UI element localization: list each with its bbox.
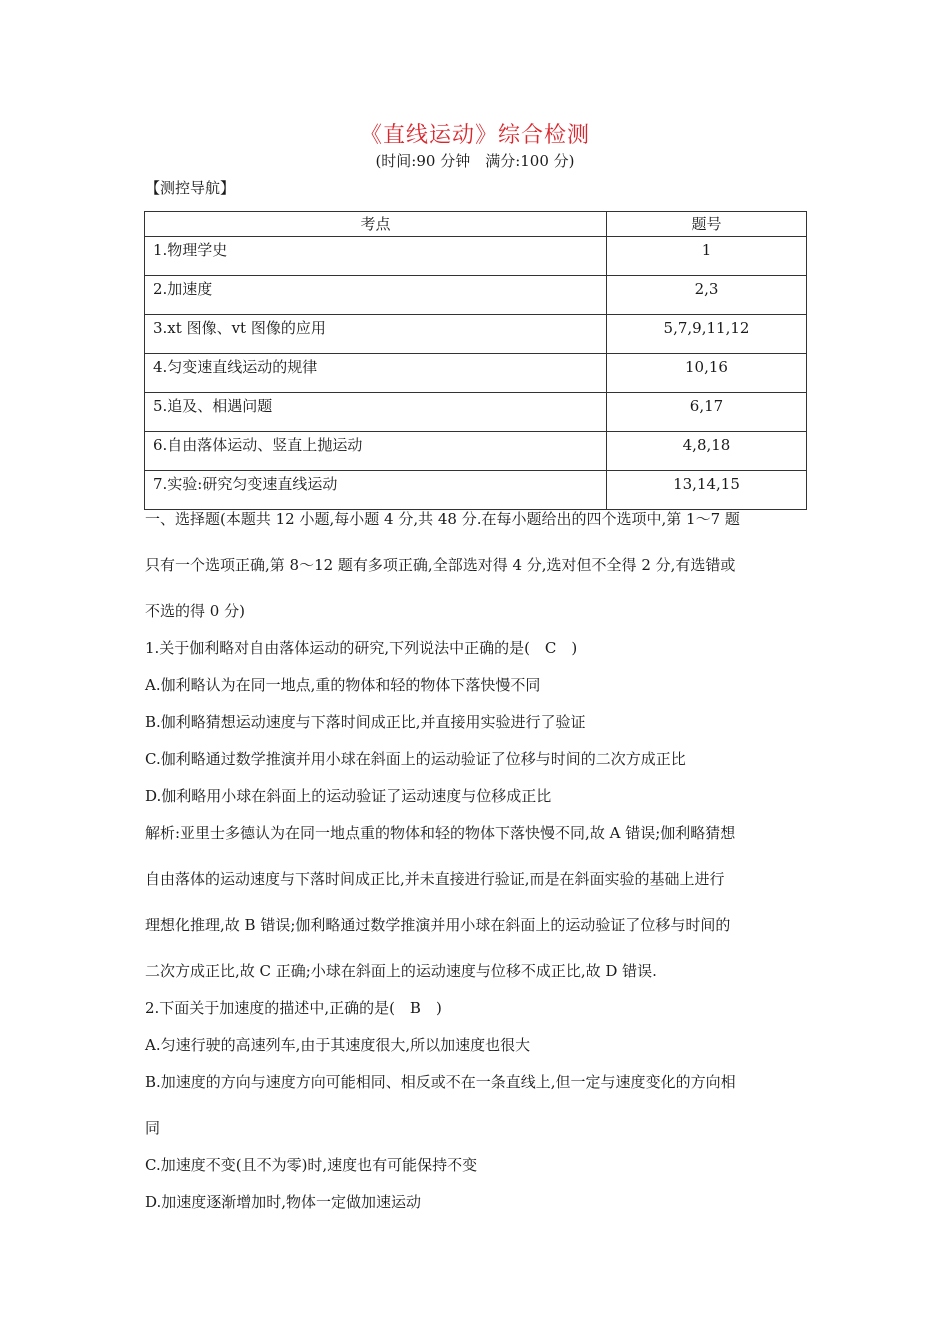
topic-cell: 3.xt 图像、vt 图像的应用 — [145, 315, 607, 354]
question-1-analysis-line: 自由落体的运动速度与下落时间成正比,并未直接进行验证,而是在斜面实验的基础上进行 — [145, 870, 725, 888]
question-2-option-a: A.匀速行驶的高速列车,由于其速度很大,所以加速度也很大 — [145, 1036, 531, 1054]
part1-intro-line: 只有一个选项正确,第 8～12 题有多项正确,全部选对得 4 分,选对但不全得 2 分,有选错或 — [145, 556, 736, 574]
question-number-cell: 13,14,15 — [607, 471, 807, 510]
question-1-option-d: D.伽利略用小球在斜面上的运动验证了运动速度与位移成正比 — [145, 787, 552, 805]
topic-cell: 7.实验:研究匀变速直线运动 — [145, 471, 607, 510]
question-1-analysis-line: 二次方成正比,故 C 正确;小球在斜面上的运动速度与位移不成正比,故 D 错误. — [145, 962, 657, 980]
topic-cell: 4.匀变速直线运动的规律 — [145, 354, 607, 393]
table-row — [145, 276, 807, 315]
topic-cell: 1.物理学史 — [145, 237, 607, 276]
table-row — [145, 354, 807, 393]
question-1-option-c: C.伽利略通过数学推演并用小球在斜面上的运动验证了位移与时间的二次方成正比 — [145, 750, 686, 768]
question-1-option-a: A.伽利略认为在同一地点,重的物体和轻的物体下落快慢不同 — [145, 676, 541, 694]
table-row — [145, 315, 807, 354]
table-header-row — [145, 212, 807, 237]
question-2-option-b: B.加速度的方向与速度方向可能相同、相反或不在一条直线上,但一定与速度变化的方向相 — [145, 1073, 736, 1091]
section-heading: 【测控导航】 — [145, 179, 236, 197]
question-1-option-b: B.伽利略猜想运动速度与下落时间成正比,并直接用实验进行了验证 — [145, 713, 586, 731]
part1-intro-line: 不选的得 0 分) — [145, 602, 245, 620]
part1-intro-line: 一、选择题(本题共 12 小题,每小题 4 分,共 48 分.在每小题给出的四个选项中,第 1～7 题 — [145, 510, 740, 528]
question-number-cell: 2,3 — [607, 276, 807, 315]
table-row — [145, 393, 807, 432]
table-row — [145, 237, 807, 276]
column-header-number: 题号 — [607, 212, 807, 237]
column-header-topic: 考点 — [145, 212, 607, 237]
document-title: 《直线运动》综合检测 — [359, 123, 590, 148]
table-row — [145, 432, 807, 471]
question-1-stem: 1.关于伽利略对自由落体运动的研究,下列说法中正确的是( C ) — [145, 639, 578, 657]
guide-table — [144, 211, 807, 510]
question-2-option-d: D.加速度逐渐增加时,物体一定做加速运动 — [145, 1193, 422, 1211]
question-number-cell: 5,7,9,11,12 — [607, 315, 807, 354]
table-row — [145, 471, 807, 510]
question-number-cell: 1 — [607, 237, 807, 276]
question-number-cell: 6,17 — [607, 393, 807, 432]
question-1-analysis-line: 理想化推理,故 B 错误;伽利略通过数学推演并用小球在斜面上的运动验证了位移与时间的 — [145, 916, 731, 934]
topic-cell: 6.自由落体运动、竖直上抛运动 — [145, 432, 607, 471]
topic-cell: 2.加速度 — [145, 276, 607, 315]
question-content — [145, 506, 810, 1226]
question-2-option-b-cont: 同 — [145, 1119, 161, 1137]
topic-cell: 5.追及、相遇问题 — [145, 393, 607, 432]
question-2-stem: 2.下面关于加速度的描述中,正确的是( B ) — [145, 999, 442, 1017]
question-2-option-c: C.加速度不变(且不为零)时,速度也有可能保持不变 — [145, 1156, 478, 1174]
document-subtitle: (时间:90 分钟 满分:100 分) — [375, 152, 575, 170]
question-number-cell: 4,8,18 — [607, 432, 807, 471]
question-1-analysis-line: 解析:亚里士多德认为在同一地点重的物体和轻的物体下落快慢不同,故 A 错误;伽利略猜想 — [145, 824, 736, 842]
question-number-cell: 10,16 — [607, 354, 807, 393]
